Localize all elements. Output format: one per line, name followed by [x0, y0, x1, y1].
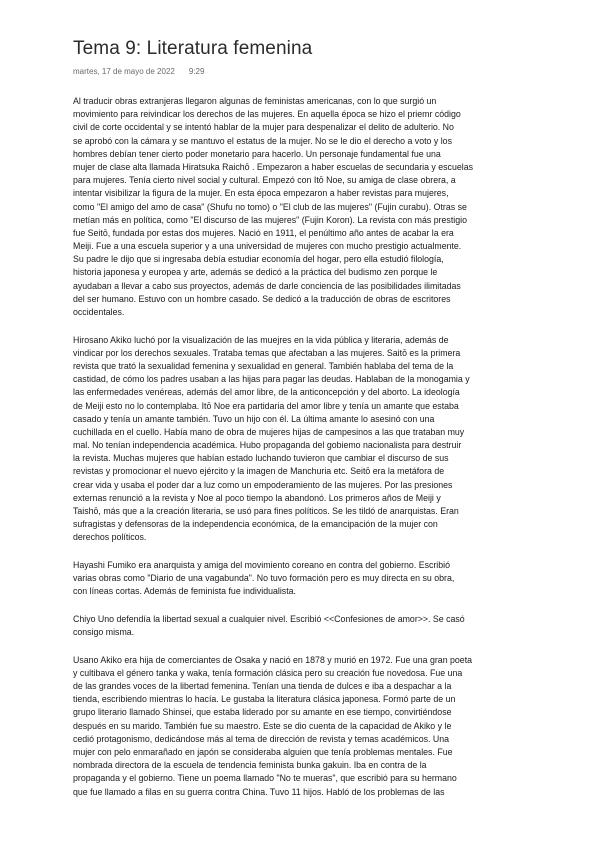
paragraph	[73, 95, 528, 319]
page-timestamp	[73, 67, 204, 76]
paragraph-line: varias obras como "Diario de una vagabunda". No tuvo formación pero es muy directa en su obra,	[73, 573, 455, 584]
paragraph-line: de las grandes voces de la libertad femenina. Tenían una tienda de dulces e iba a despachar a la	[73, 681, 452, 692]
paragraph-line: derechos políticos.	[73, 532, 147, 543]
paragraph-line: ayudaban a llevar a cabo sus proyectos, además de darle conciencia de las posibilidades ilimitadas	[73, 280, 461, 291]
paragraph-line: cuchillada en el cuello. Había mano de obra de mujeres hijas de campesinos a las que trataban muy	[73, 426, 465, 437]
paragraph-line: mujer de clase alta llamada Hiratsuka Raichō . Empezaron a haber escuelas de secundaria y escuelas	[73, 161, 473, 172]
page-time: 9:29	[188, 67, 205, 76]
paragraph-line: del ser humano. Estuvo con un hombre casado. Se dedicó a la traducción de obras de escritores	[73, 293, 451, 304]
paragraph-line: casado y tenía un amante también. Tuvo un hijo con él. La última amante lo asesinó con una	[73, 413, 435, 424]
paragraph-line: de Meiji esto no lo contemplaba. Itō Noe era partidaria del amor libre y tenía un amante que estaba	[73, 400, 459, 411]
paragraph-line: intentar visibilizar la figura de la mujer. En esta época empezaron a haber revistas para mujeres,	[73, 188, 449, 199]
paragraph-line: y cultibava el género tanka y waka, tenía formación clásica pero su creación fue novedosa. Fue una	[73, 667, 463, 678]
paragraph-line: para mujeres. Tenía cierto nivel social y cultural. Empezó con Itō Noe, su amiga de clase obrera, a	[73, 175, 456, 186]
paragraph-line: las enfermedades venéreas, además del amor libre, de la anticoncepción y del aborto. La ideología	[73, 387, 460, 398]
paragraph-line: sufragistas y defensoras de la independencia económica, de la emancipación de la mujer con	[73, 519, 438, 530]
paragraph-line: Su padre le dijo que si ingresaba debía estudiar economía del hogar, pero ella estudió filología,	[73, 254, 444, 265]
paragraph-line: propaganda y el gobierno. Tiene un poema llamado "No te mueras", que escribió para su hermano	[73, 773, 457, 784]
paragraph-line: externas renunció a la revista y Noe al poco tiempo la abandonó. Los primeros años de Meiji y	[73, 492, 441, 503]
paragraph-line: fue Seitō, fundada por estas dos mujeres. Nació en 1911, el penúltimo año antes de acabar la era	[73, 227, 454, 238]
paragraph-line: Taishō, más que a la creación literaria, se usó para fines políticos. Se les tildó de anarquistas. Eran	[73, 506, 459, 517]
page-title: Tema 9: Literatura femenina	[73, 38, 313, 59]
paragraph-line: mal. No tenían independencia académica. Hubo propaganda del gobiemo nacionalista para destruir	[73, 440, 462, 451]
paragraph-line: hombres debían tener cierto poder monetario para hacerlo. Un personaje fundamental fue una	[73, 148, 441, 159]
paragraph-line: grupo literario llamado Shinsei, que estaba liderado por su amante en ese tiempo, convirtiéndose	[73, 707, 452, 718]
paragraph-line: con líneas cortas. Además de feminista fue individualista.	[73, 586, 296, 597]
paragraph-line: nombrada directora de la escuela de tendencia feminista bunka gakuin. Iba en contra de la	[73, 760, 427, 771]
paragraph-line: castidad, de cómo los padres usaban a las hijas para pagar las deudas. Hablaban de la monogamia y	[73, 374, 470, 385]
paragraph-line: Usano Akiko era hija de comerciantes de Osaka y nació en 1878 y murió en 1972. Fue una gran poeta	[73, 654, 473, 665]
paragraph-line: que fue llamado a filas en su guerra contra China. Tuvo 11 hijos. Habló de los problemas de las	[73, 786, 445, 797]
paragraph-line: movimiento para reivindicar los derechos de las mujeres. En aquella época se hizo el priemr código	[73, 109, 461, 120]
paragraph-line: la revista. Muchas mujeres que habían estado luchando tuvieron que cambiar el discurso de sus	[73, 453, 449, 464]
paragraph-line: crear vida y usaba el poder dar a luz como un empoderamiento de las mujeres. Por las presiones	[73, 479, 453, 490]
paragraph	[73, 334, 528, 545]
paragraph-line: después en su marido. También fue su maestro. Este se dio cuenta de la capacidad de Akiko y le	[73, 720, 452, 731]
page-date: martes, 17 de mayo de 2022	[73, 67, 175, 76]
paragraph-line: Meiji. Fue a una escuela superior y a una universidad de mujeres con mucho prestigio actualmente.	[73, 241, 462, 252]
paragraph-line: Hirosano Akiko luchó por la visualización de las muejres en la vida pública y literaria, además de	[73, 334, 449, 345]
page-body	[73, 95, 528, 813]
paragraph-line: vindicar por los derechos sexuales. Trataba temas que afectaban a las mujeres. Saitō es la primera	[73, 347, 461, 358]
paragraph-line: metían más en política, como "El discurso de las mujeres" (Fujin Koron). La revista con más prestigio	[73, 214, 467, 225]
paragraph	[73, 613, 528, 639]
paragraph-line: como "El amigo del amo de casa" (Shufu no tomo) o "El club de las mujeres" (Fujin curabu). Otras se	[73, 201, 467, 212]
paragraph	[73, 654, 528, 799]
paragraph-line: consigo misma.	[73, 627, 135, 638]
paragraph-line: occidentales.	[73, 307, 125, 317]
paragraph	[73, 559, 528, 599]
paragraph-line: historia japonesa y europea y arte, además se dedicó a la práctica del budismo zen porque le	[73, 267, 438, 278]
paragraph-line: se aprobó con la cámara y se mantuvo el estatus de la mujer. No se le dio el derecho a voto y los	[73, 135, 452, 146]
paragraph-line: tienda, escribiendo mientras lo hacía. Le gustaba la literatura clásica japonesa. Formó parte de un	[73, 694, 456, 705]
paragraph-line: cedió protagonismo, dedicándose más al tema de dirección de revista y temas académicos. Una	[73, 733, 450, 744]
paragraph-line: mujer con pelo enmarañado en japón se consideraba alguien que tenía problemas mentales. Fue	[73, 747, 453, 757]
paragraph-line: Hayashi Fumiko era anarquista y amiga del movimiento coreano en contra del gobierno. Escribió	[73, 559, 450, 570]
paragraph-line: revistas y promocionar el nuevo ejército y la imagen de Manchuria etc. Seitō era la metáfora de	[73, 466, 445, 477]
paragraph-line: civil de corte occidental y se intentó hablar de la mujer para despenalizar el delito de adulterio. No	[73, 122, 454, 133]
paragraph-line: Al traducir obras extranjeras llegaron algunas de feministas americanas, con lo que surgió un	[73, 96, 437, 106]
paragraph-line: revista que trató la sexualidad femenina y sexualidad en general. También hablaba del tema de la	[73, 360, 454, 371]
paragraph-line: Chiyo Uno defendía la libertad sexual a cualquier nivel. Escribió <<Confesiones de amor>>. Se casó	[73, 613, 465, 624]
